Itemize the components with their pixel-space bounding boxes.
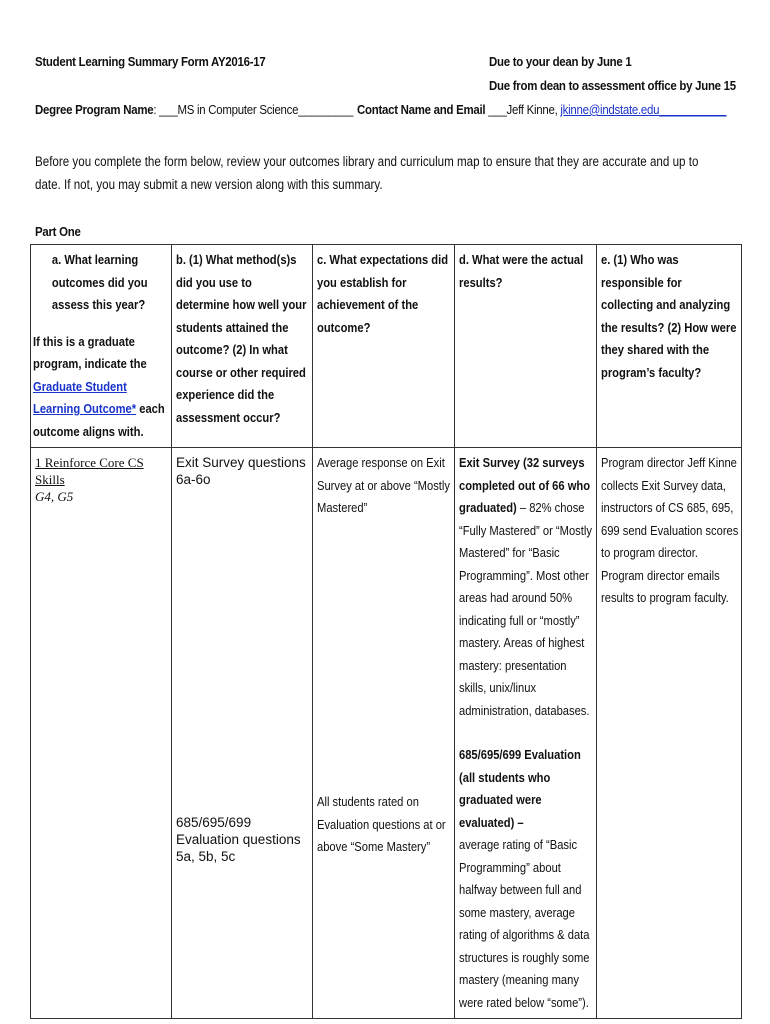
question-d: d. What were the actual results? <box>459 252 584 290</box>
results-cell <box>455 448 597 1019</box>
table-row <box>31 448 742 1019</box>
method-cell <box>172 448 313 1019</box>
contact-value: ___Jeff Kinne, <box>485 102 561 117</box>
graduate-note <box>33 331 167 444</box>
due-to-dean: Due to your dean by June 1 <box>489 54 632 69</box>
contact-email-underline: ___________ <box>659 102 727 117</box>
outcome-codes: G4, G5 <box>35 489 74 504</box>
method-evaluation: 685/695/699 Evaluation questions 5a, 5b, 5c <box>176 815 301 864</box>
question-a: a. What learning outcomes did you assess this year? <box>51 252 148 312</box>
result-exit-survey <box>459 452 594 722</box>
contact-email-link[interactable]: jkinne@indstate.edu <box>560 102 660 117</box>
due-to-assessment-office: Due from dean to assessment office by June 15 <box>489 78 736 93</box>
result-exit-survey-heading: Exit Survey (32 surveys completed out of 66 who graduated) <box>459 455 591 515</box>
header-cell-a <box>31 245 172 448</box>
part-one-heading: Part One <box>35 224 81 239</box>
graduate-note-prefix: If this is a graduate program, indicate the <box>33 333 147 371</box>
question-b: b. (1) What method(s)s did you use to determine how well your students attained the outcome? (2) In what course or other required experience did the assessment occur? <box>176 252 307 425</box>
program-label: Degree Program Name <box>35 102 154 117</box>
program-line <box>35 102 353 117</box>
responsible-text: Program director Jeff Kinne collects Exit Survey data, instructors of CS 685, 695, 699 send Evaluation scores to program director. Program director emails results to program faculty. <box>601 455 739 605</box>
result-evaluation <box>459 744 594 1014</box>
form-title: Student Learning Summary Form AY2016-17 <box>35 54 266 69</box>
outcome-cell <box>31 448 172 1019</box>
header-cell-c <box>313 245 455 448</box>
result-exit-survey-text: – 82% chose “Fully Mastered” or “Mostly Mastered” for “Basic Programming”. Most other areas had around 50% indicating full or “mostly” mastery. Areas of highest mastery: presentation skills, unix/linux administration, databases. <box>459 500 592 718</box>
header-cell-e <box>597 245 742 448</box>
question-e: e. (1) Who was responsible for collecting and analyzing the results? (2) How were they shared with the program’s faculty? <box>601 252 737 380</box>
graduate-note-suffix: each outcome aligns with. <box>33 401 165 439</box>
expectation-evaluation: All students rated on Evaluation questions at or above “Some Mastery” <box>317 794 446 854</box>
outcome-title: 1 Reinforce Core CS Skills <box>35 455 144 487</box>
responsible-cell <box>597 448 742 1019</box>
expectation-exit-survey: Average response on Exit Survey at or above “Mostly Mastered” <box>317 455 450 515</box>
intro-paragraph: Before you complete the form below, review your outcomes library and curriculum map to ensure that they are accurate and up to date. If not, you may submit a new version along with this summary. <box>35 154 699 192</box>
graduate-outcome-link[interactable]: Graduate Student Learning Outcome* <box>33 378 137 416</box>
result-evaluation-text: average rating of “Basic Programming” about halfway between full and some mastery, average rating of algorithms & data structures is roughly some mastery (meaning many were rated below “some”). <box>459 837 590 1010</box>
question-c: c. What expectations did you establish for achievement of the outcome? <box>317 252 449 335</box>
contact-label: Contact Name and Email <box>357 102 486 117</box>
result-evaluation-dash: – <box>514 814 524 830</box>
header-cell-b <box>172 245 313 448</box>
contact-line <box>357 102 726 117</box>
expectation-cell <box>313 448 455 1019</box>
result-evaluation-heading: 685/695/699 Evaluation (all students who graduated were evaluated) <box>459 747 581 830</box>
table-header-row <box>31 245 742 448</box>
learning-summary-table <box>30 244 742 1019</box>
method-exit-survey: Exit Survey questions 6a-6o <box>176 455 306 487</box>
program-value: : ___MS in Computer Science_________ <box>153 102 354 117</box>
header-cell-d <box>455 245 597 448</box>
